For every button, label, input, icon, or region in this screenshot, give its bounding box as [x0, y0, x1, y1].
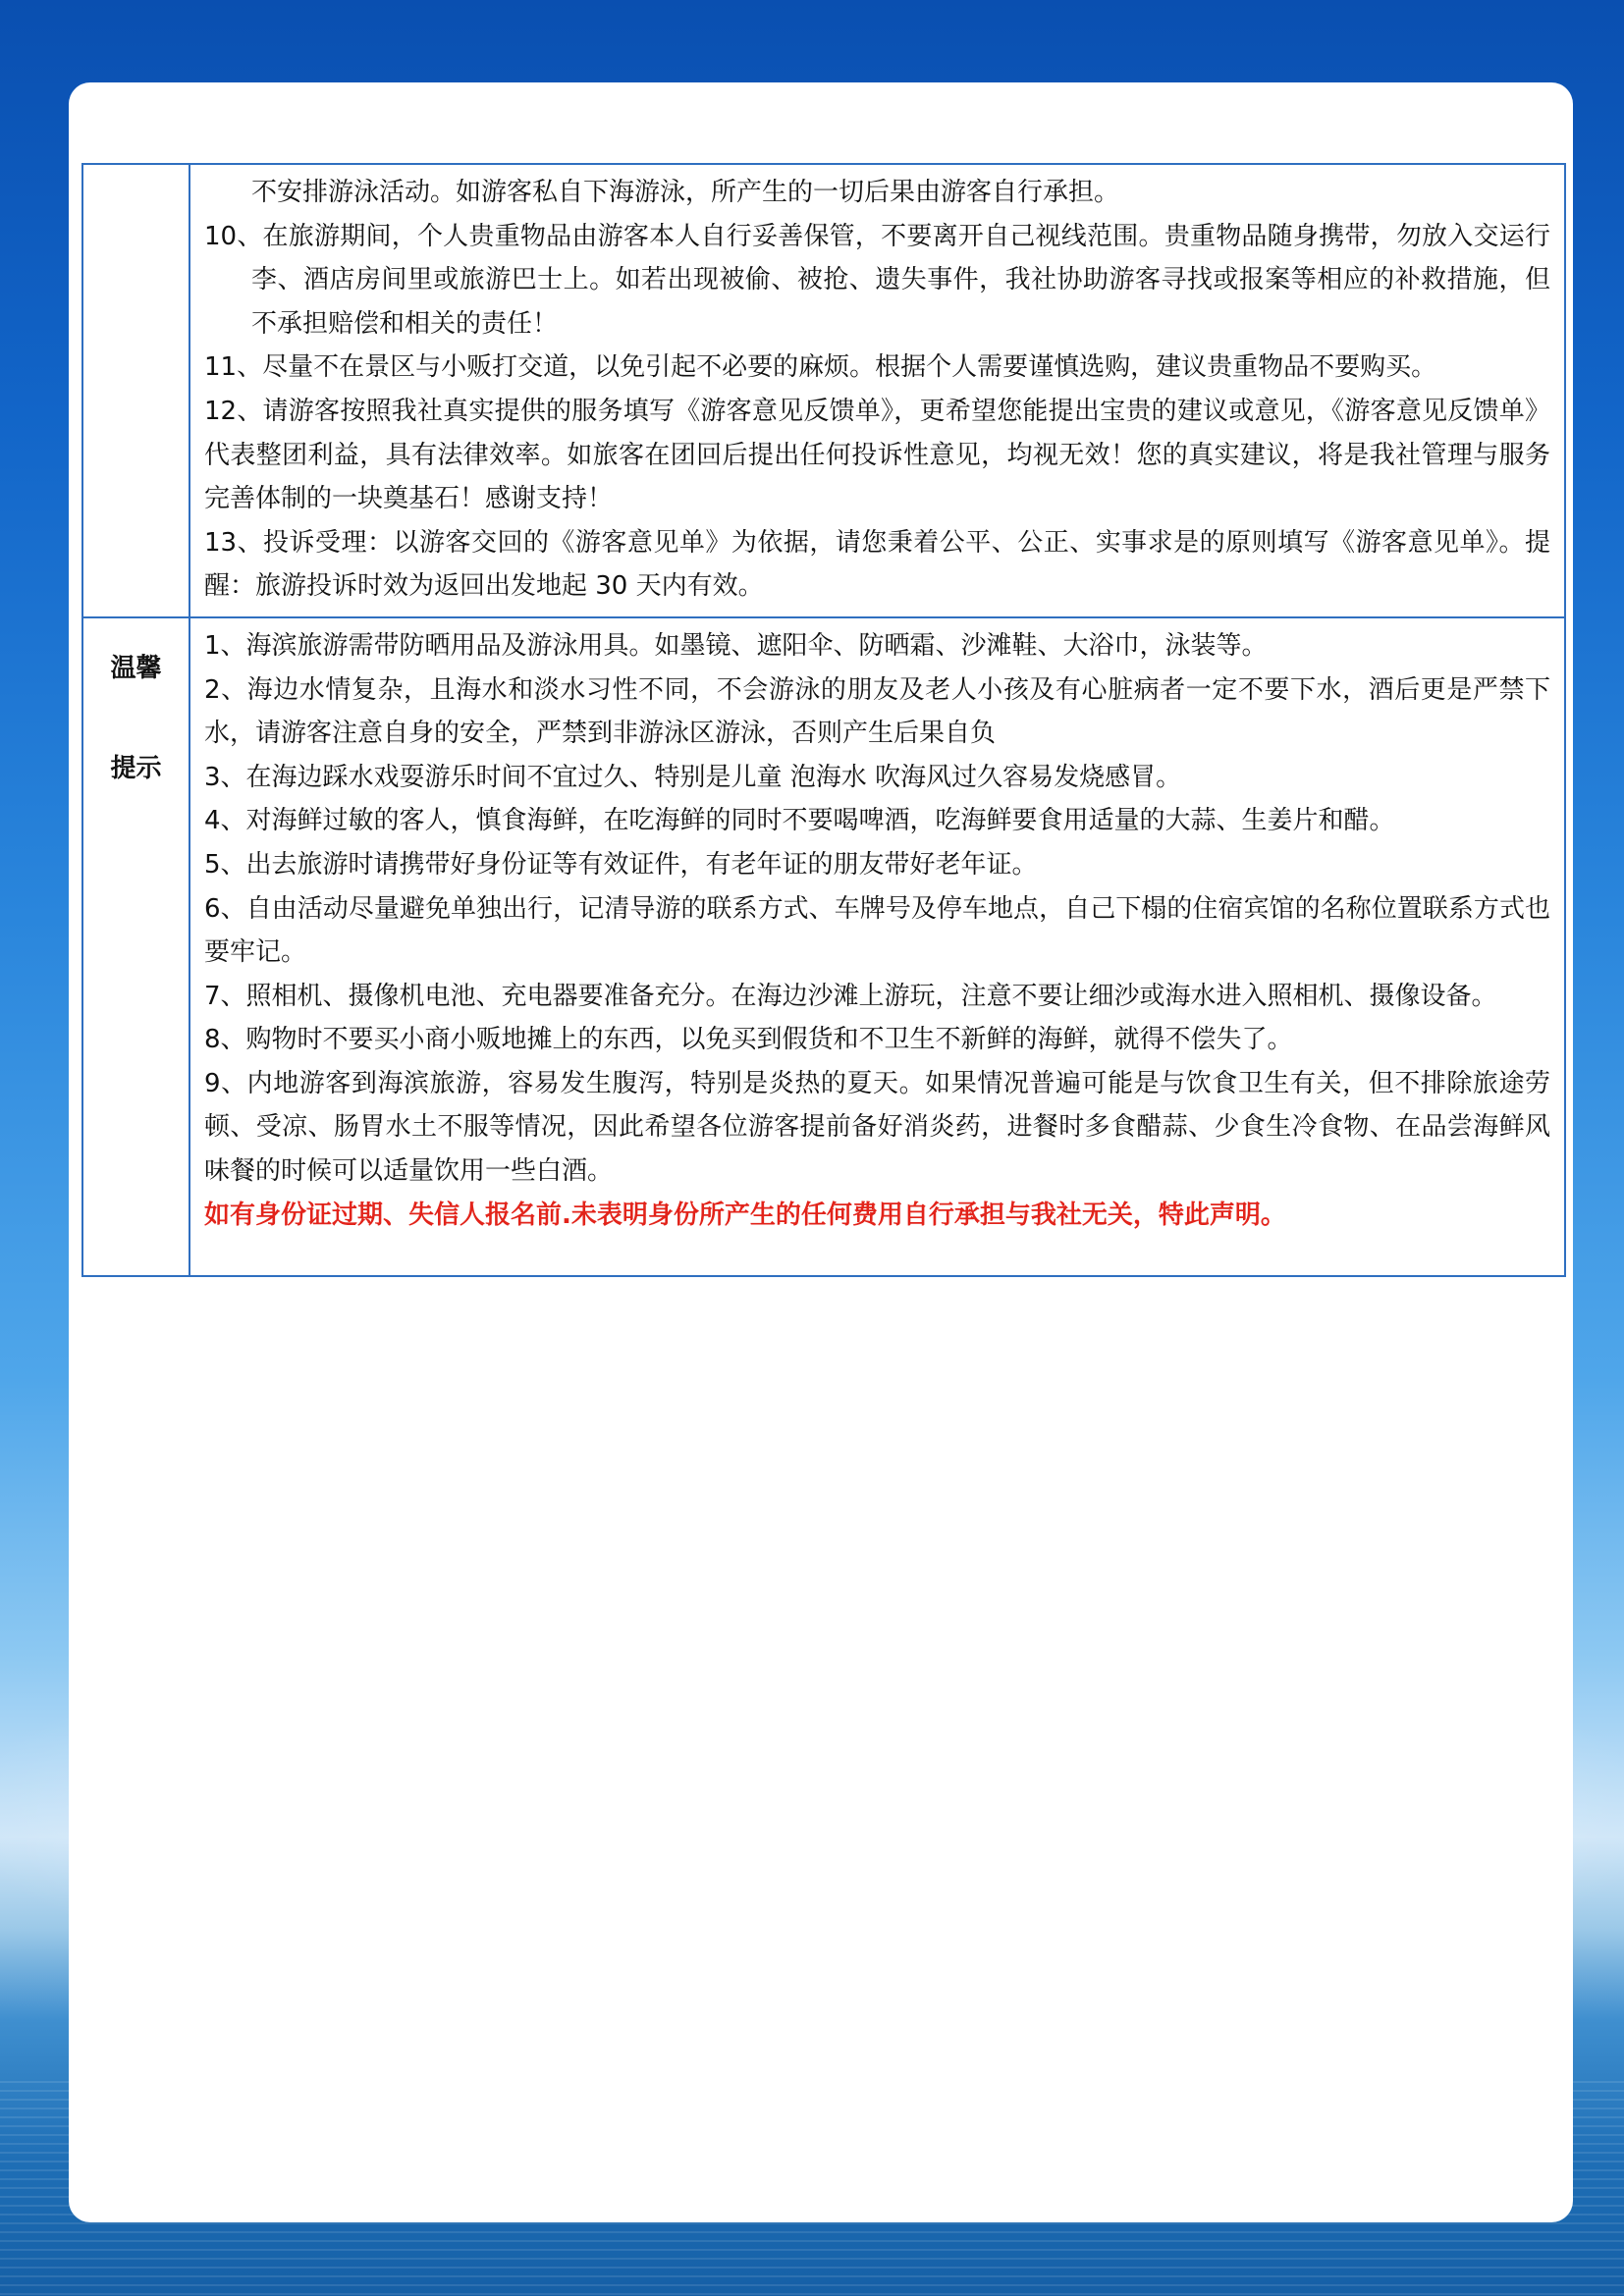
content-card	[69, 82, 1573, 2222]
note-item-11: 11、尽量不在景区与小贩打交道，以免引起不必要的麻烦。根据个人需要谨慎选购，建议贵重物品不要购买。	[204, 352, 1437, 383]
disclaimer-text: 如有身份证过期、失信人报名前.未表明身份所产生的任何费用自行承担与我社无关，特此声明。	[204, 1200, 1286, 1230]
note-item-13: 13、投诉受理：以游客交回的《游客意见单》为依据，请您秉着公平、公正、实事求是的原则填写《游客意见单》。提醒：旅游投诉时效为返回出发地起 30 天内有效。	[204, 527, 1550, 602]
tip-item-7: 7、照相机、摄像机电池、充电器要准备充分。在海边沙滩上游玩，注意不要让细沙或海水进入照相机、摄像设备。	[204, 981, 1497, 1011]
tip-item-5: 5、出去旅游时请携带好身份证等有效证件，有老年证的朋友带好老年证。	[204, 849, 1038, 880]
tip-item-3: 3、在海边踩水戏耍游乐时间不宜过久、特别是儿童 泡海水 吹海风过久容易发烧感冒。	[204, 762, 1182, 792]
tip-item-1: 1、海滨旅游需带防晒用品及游泳用具。如墨镜、遮阳伞、防晒霜、沙滩鞋、大浴巾，泳装等。	[204, 630, 1268, 661]
note-item-12: 12、请游客按照我社真实提供的服务填写《游客意见反馈单》，更希望您能提出宝贵的建议或意见，《游客意见反馈单》代表整团利益，具有法律效率。如旅客在团回后提出任何投诉性意见，均视无效！您的真实建议，将是我社管理与服务完善体制的一块奠基石！感谢支持！	[204, 396, 1550, 514]
tip-item-8: 8、购物时不要买小商小贩地摊上的东西，以免买到假货和不卫生不新鲜的海鲜，就得不偿失了。	[204, 1025, 1293, 1055]
tips-content-cell	[189, 617, 1565, 1276]
notes-content-cell	[189, 164, 1565, 617]
tip-item-6: 6、自由活动尽量避免单独出行，记清导游的联系方式、车牌号及停车地点，自己下榻的住宿宾馆的名称位置联系方式也要牢记。	[204, 893, 1550, 968]
tip-item-9: 9、内地游客到海滨旅游，容易发生腹泻，特别是炎热的夏天。如果情况普遍可能是与饮食卫生有关，但不排除旅途劳顿、受凉、肠胃水土不服等情况，因此希望各位游客提前备好消炎药，进餐时多食醋蒜、少食生冷食物、在品尝海鲜风味餐的时候可以适量饮用一些白酒。	[204, 1068, 1550, 1187]
notes-row	[82, 164, 1565, 617]
note-continuation: 不安排游泳活动。如游客私自下海游泳，所产生的一切后果由游客自行承担。	[251, 178, 1120, 207]
tip-item-2: 2、海边水情复杂，且海水和淡水习性不同，不会游泳的朋友及老人小孩及有心脏病者一定不要下水，酒后更是严禁下水，请游客注意自身的安全，严禁到非游泳区游泳，否则产生后果自负	[204, 674, 1550, 749]
note-item-10: 10、在旅游期间，个人贵重物品由游客本人自行妥善保管，不要离开自己视线范围。贵重物品随身携带，勿放入交运行李、酒店房间里或旅游巴士上。如若出现被偷、被抢、遗失事件，我社协助游客寻找或报案等相应的补救措施，但不承担赔偿和相关的责任！	[204, 221, 1550, 339]
tips-label-cell	[82, 617, 189, 1276]
tip-item-4: 4、对海鲜过敏的客人，慎食海鲜，在吃海鲜的同时不要喝啤酒，吃海鲜要食用适量的大蒜、生姜片和醋。	[204, 806, 1395, 836]
tips-label-line1: 温馨	[110, 653, 162, 683]
notes-table	[81, 163, 1566, 1277]
tips-row	[82, 617, 1565, 1276]
notes-label-cell	[82, 164, 189, 617]
tips-label-line2: 提示	[110, 753, 162, 783]
